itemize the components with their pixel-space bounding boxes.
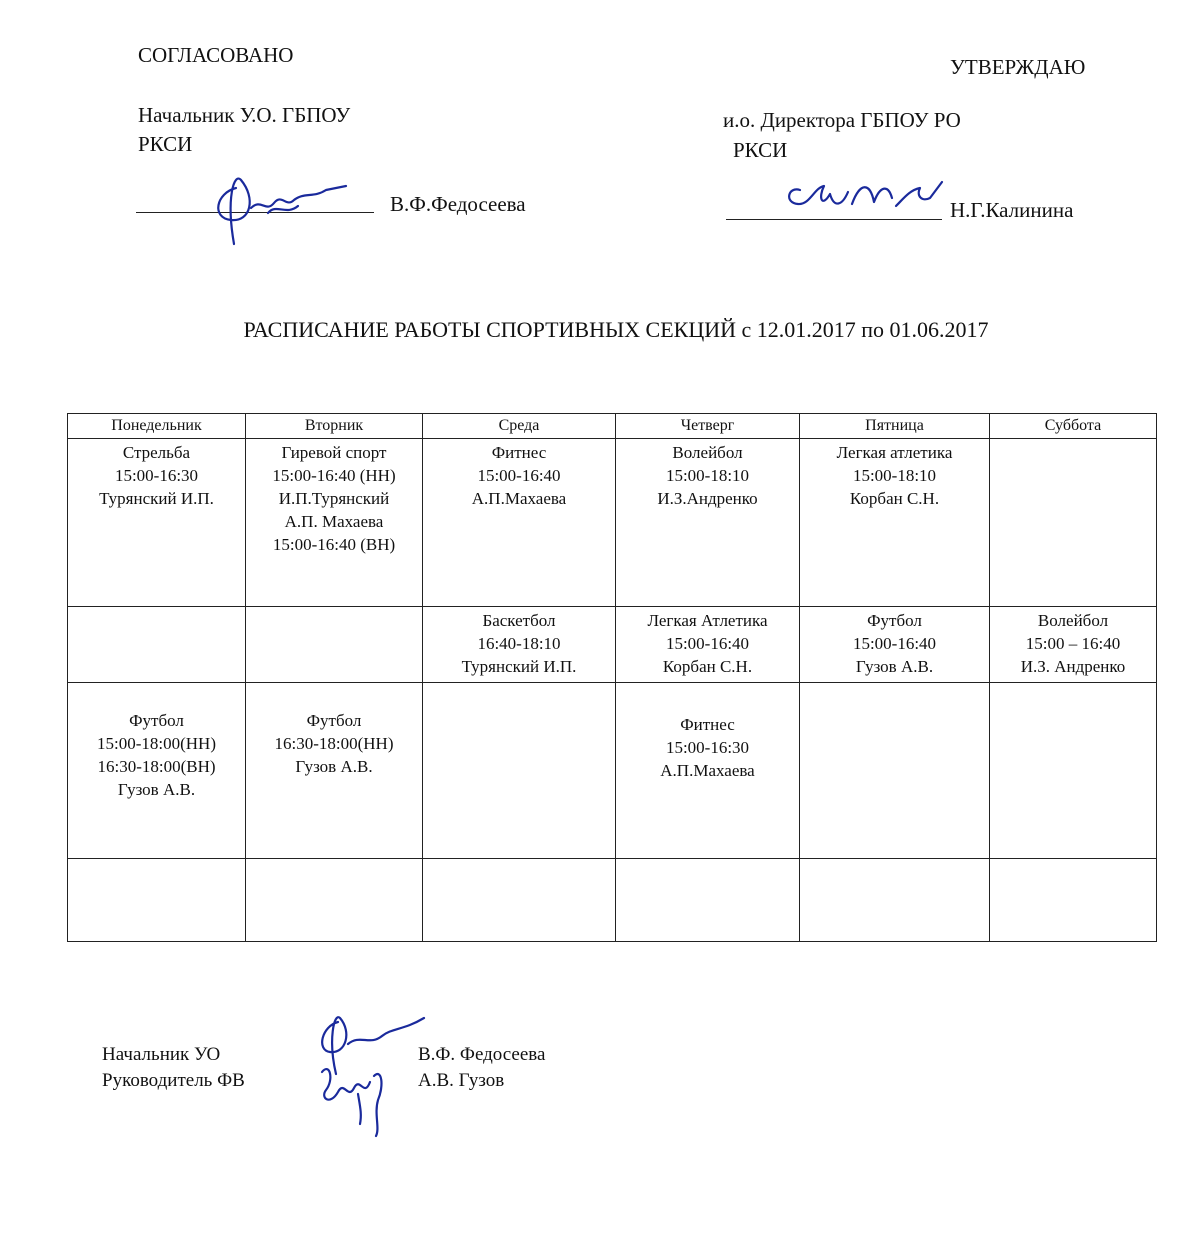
day-header: Суббота xyxy=(990,414,1157,439)
schedule-cell xyxy=(616,859,800,942)
approver-position-left: Начальник У.О. ГБПОУ xyxy=(138,103,351,127)
schedule-cell: Легкая атлетика 15:00-18:10 Корбан С.Н. xyxy=(800,439,990,607)
day-header: Понедельник xyxy=(68,414,246,439)
table-row xyxy=(68,439,1157,607)
schedule-cell xyxy=(246,607,423,683)
schedule-cell: Баскетбол 16:40-18:10 Турянский И.П. xyxy=(423,607,616,683)
footer-role-head: Начальник УО xyxy=(102,1044,221,1065)
schedule-cell xyxy=(990,439,1157,607)
schedule-cell xyxy=(990,683,1157,859)
approver-name-left: В.Ф.Федосеева xyxy=(390,192,526,216)
schedule-cell xyxy=(423,859,616,942)
day-header: Среда xyxy=(423,414,616,439)
approver-position-right: и.о. Директора ГБПОУ РО xyxy=(723,108,961,132)
schedule-cell: Гиревой спорт 15:00-16:40 (НН) И.П.Турянский А.П. Махаева 15:00-16:40 (ВН) xyxy=(246,439,423,607)
schedule-cell: Футбол 16:30-18:00(НН) Гузов А.В. xyxy=(246,683,423,859)
table-row xyxy=(68,683,1157,859)
schedule-header-row xyxy=(68,414,1157,439)
approver-name-right: Н.Г.Калинина xyxy=(950,198,1074,222)
schedule-cell: Стрельба 15:00-16:30 Турянский И.П. xyxy=(68,439,246,607)
schedule-cell: Футбол 15:00-18:00(НН) 16:30-18:00(ВН) Гузов А.В. xyxy=(68,683,246,859)
footer-signatures-icon xyxy=(300,1010,430,1140)
schedule-cell: Волейбол 15:00-18:10 И.З.Андренко xyxy=(616,439,800,607)
day-header: Четверг xyxy=(616,414,800,439)
table-row xyxy=(68,859,1157,942)
schedule-cell: Легкая Атлетика 15:00-16:40 Корбан С.Н. xyxy=(616,607,800,683)
schedule-cell xyxy=(990,859,1157,942)
schedule-cell xyxy=(68,859,246,942)
schedule-cell xyxy=(800,683,990,859)
day-header: Пятница xyxy=(800,414,990,439)
schedule-cell xyxy=(423,683,616,859)
signature-fedoseeva-icon xyxy=(196,168,366,246)
schedule-cell: Волейбол 15:00 – 16:40 И.З. Андренко xyxy=(990,607,1157,683)
schedule-table xyxy=(67,413,1157,942)
day-header: Вторник xyxy=(246,414,423,439)
schedule-cell: Футбол 15:00-16:40 Гузов А.В. xyxy=(800,607,990,683)
schedule-cell xyxy=(800,859,990,942)
footer-name-head: В.Ф. Федосеева xyxy=(418,1044,546,1065)
footer-role-pe-head: Руководитель ФВ xyxy=(102,1070,245,1091)
schedule-cell: Фитнес 15:00-16:30 А.П.Махаева xyxy=(616,683,800,859)
footer-name-pe-head: А.В. Гузов xyxy=(418,1070,505,1091)
schedule-cell xyxy=(68,607,246,683)
approver-organization-left: РКСИ xyxy=(138,132,193,156)
document-title: РАСПИСАНИЕ РАБОТЫ СПОРТИВНЫХ СЕКЦИЙ с 12.01.2017 по 01.06.2017 xyxy=(243,317,989,342)
schedule-cell xyxy=(246,859,423,942)
approval-heading-right: УТВЕРЖДАЮ xyxy=(950,55,1086,79)
approval-heading-left: СОГЛАСОВАНО xyxy=(138,43,294,67)
approver-organization-right: РКСИ xyxy=(733,138,788,162)
table-row xyxy=(68,607,1157,683)
schedule-cell: Фитнес 15:00-16:40 А.П.Махаева xyxy=(423,439,616,607)
signature-kalinina-icon xyxy=(770,168,950,228)
